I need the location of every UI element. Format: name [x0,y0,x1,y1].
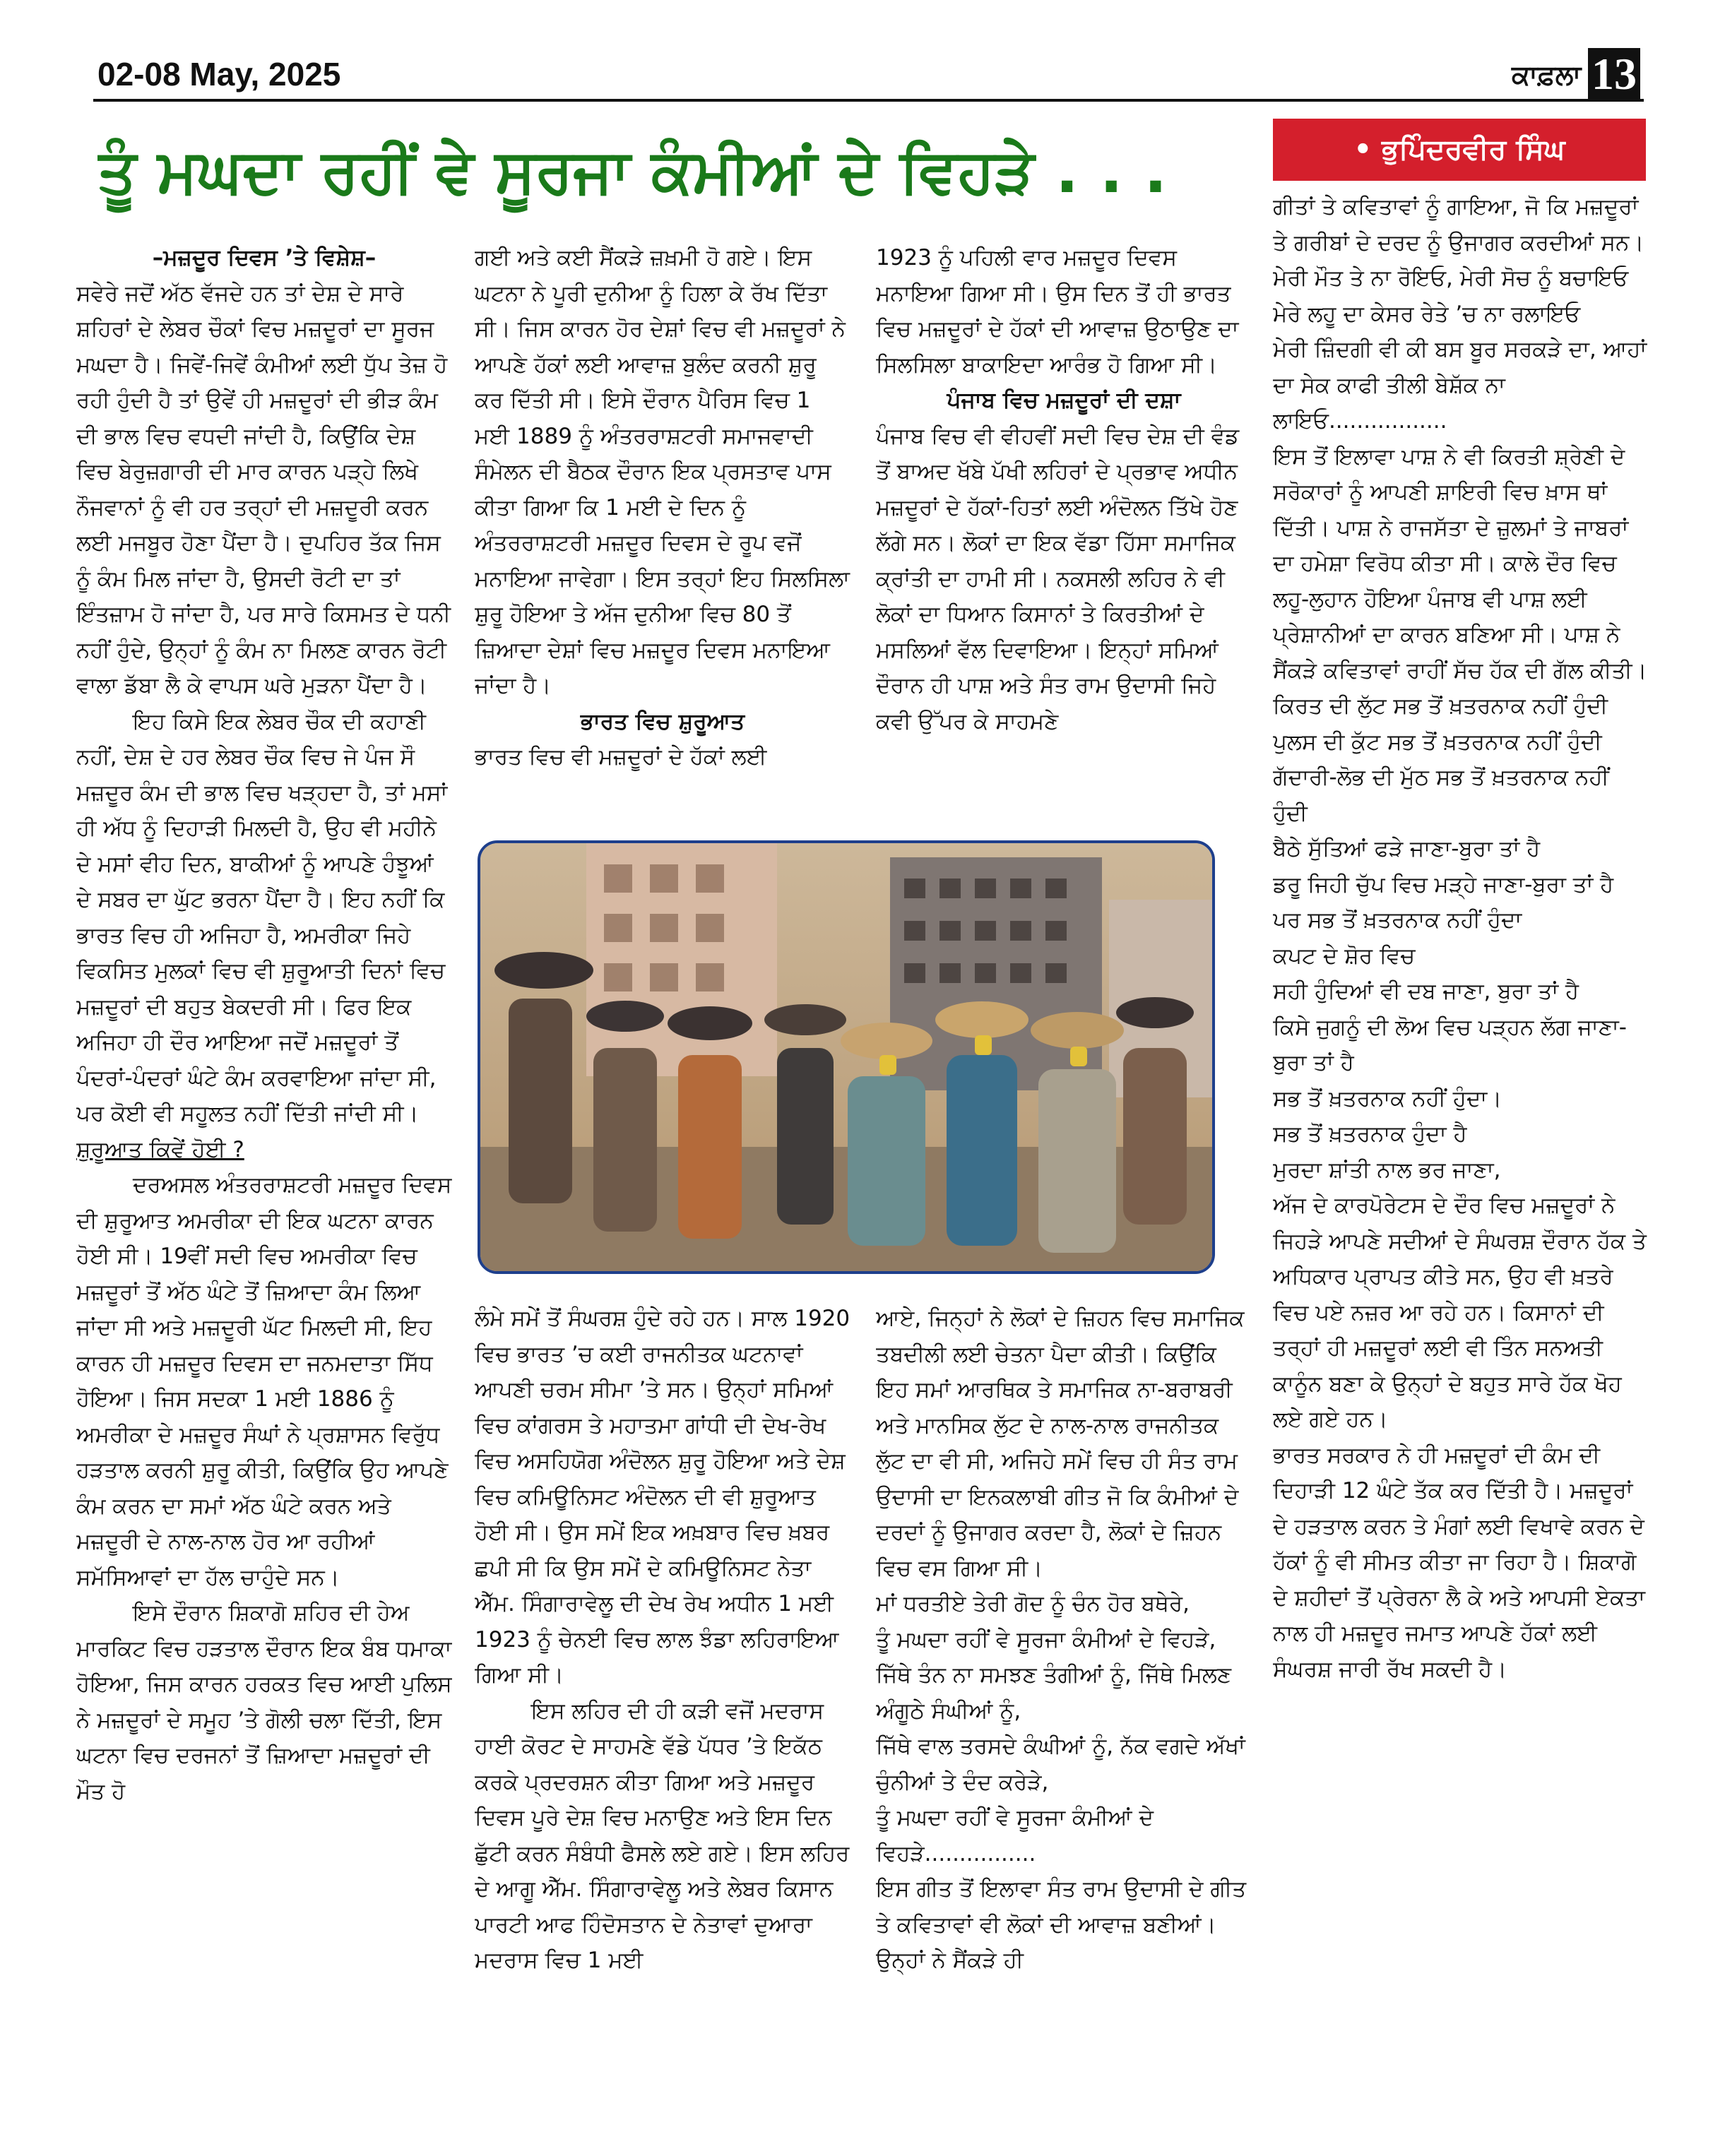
paragraph: ਭਾਰਤ ਵਿਚ ਵੀ ਮਜ਼ਦੂਰਾਂ ਦੇ ਹੱਕਾਂ ਲਈ [475,744,767,770]
issue-date: 02-08 May, 2025 [97,56,341,93]
song-line: ਤੂੰ ਮਘਦਾ ਰਹੀਂ ਵੇ ਸੂਰਜਾ ਕੰਮੀਆਂ ਦੇ ਵਿਹੜੇ................ [876,1805,1154,1866]
poem-line: ਗੱਦਾਰੀ-ਲੋਭ ਦੀ ਮੁੱਠ ਸਭ ਤੋਂ ਖ਼ਤਰਨਾਕ ਨਹੀਂ ਹੁੰਦੀ [1273,765,1609,826]
paragraph: ਗਈ ਅਤੇ ਕਈ ਸੈਂਕੜੇ ਜ਼ਖ਼ਮੀ ਹੋ ਗਏ। ਇਸ ਘਟਨਾ ਨੇ ਪੂਰੀ ਦੁਨੀਆ ਨੂੰ ਹਿਲਾ ਕੇ ਰੱਖ ਦਿੱਤਾ ਸੀ। ਜਿਸ ਕਾਰਨ ਹੋਰ ਦੇਸ਼ਾਂ ਵਿਚ ਵੀ ਮਜ਼ਦੂਰਾਂ ਨੇ ਆਪਣੇ ਹੱਕਾਂ ਲਈ ਆਵਾਜ਼ ਬੁਲੰਦ ਕਰਨੀ ਸ਼ੁਰੂ ਕਰ ਦਿੱਤੀ ਸੀ। ਇਸੇ ਦੌਰਾਨ ਪੈਰਿਸ ਵਿਚ 1 ਮਈ 1889 ਨੂੰ ਅੰਤਰਰਾਸ਼ਟਰੀ ਸਮਾਜਵਾਦੀ ਸੰਮੇਲਨ ਦੀ ਬੈਠਕ ਦੌਰਾਨ ਇਕ ਪ੍ਰਸਤਾਵ ਪਾਸ ਕੀਤਾ ਗਿਆ ਕਿ 1 ਮਈ ਦੇ ਦਿਨ ਨੂੰ ਅੰਤਰਰਾਸ਼ਟਰੀ ਮਜ਼ਦੂਰ ਦਿਵਸ ਦੇ ਰੂਪ ਵਜੋਂ ਮਨਾਇਆ ਜਾਵੇਗਾ। ਇਸ ਤਰ੍ਹਾਂ ਇਹ ਸਿਲਸਿਲਾ ਸ਼ੁਰੂ ਹੋਇਆ ਤੇ ਅੱਜ ਦੁਨੀਆ ਵਿਚ 80 ਤੋਂ ਜ਼ਿਆਦਾ ਦੇਸ਼ਾਂ ਵਿਚ ਮਜ਼ਦੂਰ ਦਿਵਸ ਮਨਾਇਆ ਜਾਂਦਾ ਹੈ। [475,245,850,698]
song-line: ਜਿੱਥੇ ਤੰਨ ਨਾ ਸਮਝਣ ਤੰਗੀਆਂ ਨੂੰ, ਜਿੱਥੇ ਮਿਲਣ ਅੰਗੂਠੇ ਸੰਘੀਆਂ ਨੂੰ, [876,1662,1232,1724]
article-column-3-bottom [876,1301,1252,2085]
paragraph: ਇਸੇ ਦੌਰਾਨ ਸ਼ਿਕਾਗੋ ਸ਼ਹਿਰ ਦੀ ਹੇਅ ਮਾਰਕਿਟ ਵਿਚ ਹੜਤਾਲ ਦੌਰਾਨ ਇਕ ਬੰਬ ਧਮਾਕਾ ਹੋਇਆ, ਜਿਸ ਕਾਰਨ ਹਰਕਤ ਵਿਚ ਆਈ ਪੁਲਿਸ ਨੇ ਮਜ਼ਦੂਰਾਂ ਦੇ ਸਮੂਹ ’ਤੇ ਗੋਲੀ ਚਲਾ ਦਿੱਤੀ, ਇਸ ਘਟਨਾ ਵਿਚ ਦਰਜਨਾਂ ਤੋਂ ਜ਼ਿਆਦਾ ਮਜ਼ਦੂਰਾਂ ਦੀ ਮੌਤ ਹੋ [76,1600,452,1804]
article-column-1 [76,240,452,2076]
paragraph: 1923 ਨੂੰ ਪਹਿਲੀ ਵਾਰ ਮਜ਼ਦੂਰ ਦਿਵਸ ਮਨਾਇਆ ਗਿਆ ਸੀ। ਉਸ ਦਿਨ ਤੋਂ ਹੀ ਭਾਰਤ ਵਿਚ ਮਜ਼ਦੂਰਾਂ ਦੇ ਹੱਕਾਂ ਦੀ ਆਵਾਜ਼ ਉਠਾਉਣ ਦਾ ਸਿਲਸਿਲਾ ਬਾਕਾਇਦਾ ਆਰੰਭ ਹੋ ਗਿਆ ਸੀ। [876,245,1239,378]
paragraph: ਅੱਜ ਦੇ ਕਾਰਪੋਰੇਟਸ ਦੇ ਦੌਰ ਵਿਚ ਮਜ਼ਦੂਰਾਂ ਨੇ ਜਿਹੜੇ ਆਪਣੇ ਸਦੀਆਂ ਦੇ ਸੰਘਰਸ਼ ਦੌਰਾਨ ਹੱਕ ਤੇ ਅਧਿਕਾਰ ਪ੍ਰਾਪਤ ਕੀਤੇ ਸਨ, ਉਹ ਵੀ ਖ਼ਤਰੇ ਵਿਚ ਪਏ ਨਜ਼ਰ ਆ ਰਹੇ ਹਨ। ਕਿਸਾਨਾਂ ਦੀ ਤਰ੍ਹਾਂ ਹੀ ਮਜ਼ਦੂਰਾਂ ਲਈ ਵੀ ਤਿੰਨ ਸਨਅਤੀ ਕਾਨੂੰਨ ਬਣਾ ਕੇ ਉਨ੍ਹਾਂ ਦੇ ਬਹੁਤ ਸਾਰੇ ਹੱਕ ਖੋਹ ਲਏ ਗਏ ਹਨ। [1273,1193,1647,1432]
construction-workers-photo [478,840,1215,1274]
poem-line: ਮੁਰਦਾ ਸ਼ਾਂਤੀ ਨਾਲ ਭਰ ਜਾਣਾ, [1273,1157,1501,1183]
byline: • ਭੁਪਿੰਦਰਵੀਰ ਸਿੰਘ [1273,119,1646,181]
song-line: ਜਿੱਥੇ ਵਾਲ ਤਰਸਦੇ ਕੰਘੀਆਂ ਨੂੰ, ਨੱਕ ਵਗਦੇ ਅੱਖਾਂ ਚੁੰਨੀਆਂ ਤੇ ਦੰਦ ਕਰੇੜੇ, [876,1734,1245,1795]
paragraph: ਇਹ ਕਿਸੇ ਇਕ ਲੇਬਰ ਚੌਕ ਦੀ ਕਹਾਣੀ ਨਹੀਂ, ਦੇਸ਼ ਦੇ ਹਰ ਲੇਬਰ ਚੌਕ ਵਿਚ ਜੇ ਪੰਜ ਸੌ ਮਜ਼ਦੂਰ ਕੰਮ ਦੀ ਭਾਲ ਵਿਚ ਖੜ੍ਹਦਾ ਹੈ, ਤਾਂ ਮਸਾਂ ਹੀ ਅੱਧ ਨੂੰ ਦਿਹਾੜੀ ਮਿਲਦੀ ਹੈ, ਉਹ ਵੀ ਮਹੀਨੇ ਦੇ ਮਸਾਂ ਵੀਹ ਦਿਨ, ਬਾਕੀਆਂ ਨੂੰ ਆਪਣੇ ਹੰਝੂਆਂ ਦੇ ਸਬਰ ਦਾ ਘੁੱਟ ਭਰਨਾ ਪੈਂਦਾ ਹੈ। ਇਹ ਨਹੀਂ ਕਿ ਭਾਰਤ ਵਿਚ ਹੀ ਅਜਿਹਾ ਹੈ, ਅਮਰੀਕਾ ਜਿਹੇ ਵਿਕਸਿਤ ਮੁਲਕਾਂ ਵਿਚ ਵੀ ਸ਼ੁਰੂਆਤੀ ਦਿਨਾਂ ਵਿਚ ਮਜ਼ਦੂਰਾਂ ਦੀ ਬਹੁਤ ਬੇਕਦਰੀ ਸੀ। ਫਿਰ ਇਕ ਅਜਿਹਾ ਹੀ ਦੌਰ ਆਇਆ ਜਦੋਂ ਮਜ਼ਦੂਰਾਂ ਤੋਂ ਪੰਦਰਾਂ-ਪੰਦਰਾਂ ਘੰਟੇ ਕੰਮ ਕਰਵਾਇਆ ਜਾਂਦਾ ਸੀ, ਪਰ ਕੋਈ ਵੀ ਸਹੂਲਤ ਨਹੀਂ ਦਿੱਤੀ ਜਾਂਦੀ ਸੀ। [76,708,448,1126]
paragraph: ਭਾਰਤ ਸਰਕਾਰ ਨੇ ਹੀ ਮਜ਼ਦੂਰਾਂ ਦੀ ਕੰਮ ਦੀ ਦਿਹਾੜੀ 12 ਘੰਟੇ ਤੱਕ ਕਰ ਦਿੱਤੀ ਹੈ। ਮਜ਼ਦੂਰਾਂ ਦੇ ਹੜਤਾਲ ਕਰਨ ਤੇ ਮੰਗਾਂ ਲਈ ਵਿਖਾਵੇ ਕਰਨ ਦੇ ਹੱਕਾਂ ਨੂੰ ਵੀ ਸੀਮਤ ਕੀਤਾ ਜਾ ਰਿਹਾ ਹੈ। ਸ਼ਿਕਾਗੋ ਦੇ ਸ਼ਹੀਦਾਂ ਤੋਂ ਪ੍ਰੇਰਨਾ ਲੈ ਕੇ ਅਤੇ ਆਪਸੀ ਏਕਤਾ ਨਾਲ ਹੀ ਮਜ਼ਦੂਰ ਜਮਾਤ ਆਪਣੇ ਹੱਕਾਂ ਲਈ ਸੰਘਰਸ਼ ਜਾਰੀ ਰੱਖ ਸਕਦੀ ਹੈ। [1273,1442,1645,1682]
poem-line: ਸਭ ਤੋਂ ਖ਼ਤਰਨਾਕ ਨਹੀਂ ਹੁੰਦਾ। [1273,1085,1502,1112]
masthead: ਕਾਫ਼ਲਾ [1512,59,1582,90]
paragraph: ਗੀਤਾਂ ਤੇ ਕਵਿਤਾਵਾਂ ਨੂੰ ਗਾਇਆ, ਜੋ ਕਿ ਮਜ਼ਦੂਰਾਂ ਤੇ ਗਰੀਬਾਂ ਦੇ ਦਰਦ ਨੂੰ ਉਜਾਗਰ ਕਰਦੀਆਂ ਸਨ। [1273,194,1644,256]
article-column-2-bottom [475,1301,850,2085]
poem-line: ਪੁਲਸ ਦੀ ਕੁੱਟ ਸਭ ਤੋਂ ਖ਼ਤਰਨਾਕ ਨਹੀਂ ਹੁੰਦੀ [1273,729,1602,755]
poem-line: ਕਿਸੇ ਜੁਗਨੂੰ ਦੀ ਲੋਅ ਵਿਚ ਪੜ੍ਹਨ ਲੱਗ ਜਾਣਾ-ਬੁਰਾ ਤਾਂ ਹੈ [1273,1014,1627,1076]
poem-line: ਡਰੂ ਜਿਹੀ ਚੁੱਪ ਵਿਚ ਮੜ੍ਹੇ ਜਾਣਾ-ਬੁਰਾ ਤਾਂ ਹੈ [1273,871,1614,898]
paragraph: ਦਰਅਸਲ ਅੰਤਰਰਾਸ਼ਟਰੀ ਮਜ਼ਦੂਰ ਦਿਵਸ ਦੀ ਸ਼ੁਰੂਆਤ ਅਮਰੀਕਾ ਦੀ ਇਕ ਘਟਨਾ ਕਾਰਨ ਹੋਈ ਸੀ। 19ਵੀਂ ਸਦੀ ਵਿਚ ਅਮਰੀਕਾ ਵਿਚ ਮਜ਼ਦੂਰਾਂ ਤੋਂ ਅੱਠ ਘੰਟੇ ਤੋਂ ਜ਼ਿਆਦਾ ਕੰਮ ਲਿਆ ਜਾਂਦਾ ਸੀ ਅਤੇ ਮਜ਼ਦੂਰੀ ਘੱਟ ਮਿਲਦੀ ਸੀ, ਇਹ ਕਾਰਨ ਹੀ ਮਜ਼ਦੂਰ ਦਿਵਸ ਦਾ ਜਨਮਦਾਤਾ ਸਿੱਧ ਹੋਇਆ। ਜਿਸ ਸਦਕਾ 1 ਮਈ 1886 ਨੂੰ ਅਮਰੀਕਾ ਦੇ ਮਜ਼ਦੂਰ ਸੰਘਾਂ ਨੇ ਪ੍ਰਸ਼ਾਸਨ ਵਿਰੁੱਧ ਹੜਤਾਲ ਕਰਨੀ ਸ਼ੁਰੂ ਕੀਤੀ, ਕਿਉਂਕਿ ਉਹ ਆਪਣੇ ਕੰਮ ਕਰਨ ਦਾ ਸਮਾਂ ਅੱਠ ਘੰਟੇ ਕਰਨ ਅਤੇ ਮਜ਼ਦੂਰੀ ਦੇ ਨਾਲ-ਨਾਲ ਹੋਰ ਆ ਰਹੀਆਂ ਸਮੱਸਿਆਵਾਂ ਦਾ ਹੱਲ ਚਾਹੁੰਦੇ ਸਨ। [76,1172,452,1590]
section-heading: ਭਾਰਤ ਵਿਚ ਸ਼ੁਰੂਆਤ [580,708,745,734]
poem-line: ਮੇਰੇ ਲਹੂ ਦਾ ਕੇਸਰ ਰੇਤੇ ’ਚ ਨਾ ਰਲਾਇਓ [1273,301,1581,327]
article-subtitle: –ਮਜ਼ਦੂਰ ਦਿਵਸ ’ਤੇ ਵਿਸ਼ੇਸ਼– [152,245,377,270]
poem-line: ਮੇਰੀ ਮੌਤ ਤੇ ਨਾ ਰੋਇਓ, ਮੇਰੀ ਸੋਚ ਨੂੰ ਬਚਾਇਓ [1273,266,1629,291]
song-line: ਤੂੰ ਮਘਦਾ ਰਹੀਂ ਵੇ ਸੂਰਜਾ ਕੰਮੀਆਂ ਦੇ ਵਿਹੜੇ, [876,1626,1216,1652]
song-line: ਮਾਂ ਧਰਤੀਏ ਤੇਰੀ ਗੋਦ ਨੂੰ ਚੰਨ ਹੋਰ ਬਥੇਰੇ, [876,1591,1190,1616]
poem-line: ਬੈਠੇ ਸੁੱਤਿਆਂ ਫੜੇ ਜਾਣਾ-ਬੁਰਾ ਤਾਂ ਹੈ [1273,836,1541,862]
poem-line: ਕਿਰਤ ਦੀ ਲੁੱਟ ਸਭ ਤੋਂ ਖ਼ਤਰਨਾਕ ਨਹੀਂ ਹੁੰਦੀ [1273,693,1608,719]
poem-line: ਕਪਟ ਦੇ ਸ਼ੋਰ ਵਿਚ [1273,943,1416,969]
poem-line: ਪਰ ਸਭ ਤੋਂ ਖ਼ਤਰਨਾਕ ਨਹੀਂ ਹੁੰਦਾ [1273,907,1522,933]
poem-line: ਸਹੀ ਹੁੰਦਿਆਂ ਵੀ ਦਬ ਜਾਣਾ, ਬੁਰਾ ਤਾਂ ਹੈ [1273,979,1579,1004]
photo-illustration [480,843,1212,1271]
header-rule [93,99,1644,102]
paragraph: ਸਵੇਰੇ ਜਦੋਂ ਅੱਠ ਵੱਜਦੇ ਹਨ ਤਾਂ ਦੇਸ਼ ਦੇ ਸਾਰੇ ਸ਼ਹਿਰਾਂ ਦੇ ਲੇਬਰ ਚੌਕਾਂ ਵਿਚ ਮਜ਼ਦੂਰਾਂ ਦਾ ਸੂਰਜ ਮਘਦਾ ਹੈ। ਜਿਵੇਂ-ਜਿਵੇਂ ਕੰਮੀਆਂ ਲਈ ਧੁੱਪ ਤੇਜ਼ ਹੋ ਰਹੀ ਹੁੰਦੀ ਹੈ ਤਾਂ ਉਵੇਂ ਹੀ ਮਜ਼ਦੂਰਾਂ ਦੀ ਭੀੜ ਕੰਮ ਦੀ ਭਾਲ ਵਿਚ ਵਧਦੀ ਜਾਂਦੀ ਹੈ, ਕਿਉਂਕਿ ਦੇਸ਼ ਵਿਚ ਬੇਰੁਜ਼ਗਾਰੀ ਦੀ ਮਾਰ ਕਾਰਨ ਪੜ੍ਹੇ ਲਿਖੇ ਨੌਜਵਾਨਾਂ ਨੂੰ ਵੀ ਹਰ ਤਰ੍ਹਾਂ ਦੀ ਮਜ਼ਦੂਰੀ ਕਰਨ ਲਈ ਮਜਬੂਰ ਹੋਣਾ ਪੈਂਦਾ ਹੈ। ਦੁਪਹਿਰ ਤੱਕ ਜਿਸ ਨੂੰ ਕੰਮ ਮਿਲ ਜਾਂਦਾ ਹੈ, ਉਸਦੀ ਰੋਟੀ ਦਾ ਤਾਂ ਇੰਤਜ਼ਾਮ ਹੋ ਜਾਂਦਾ ਹੈ, ਪਰ ਸਾਰੇ ਕਿਸਮਤ ਦੇ ਧਨੀ ਨਹੀਂ ਹੁੰਦੇ, ਉਨ੍ਹਾਂ ਨੂੰ ਕੰਮ ਨਾ ਮਿਲਣ ਕਾਰਨ ਰੋਟੀ ਵਾਲਾ ਡੱਬਾ ਲੈ ਕੇ ਵਾਪਸ ਘਰੇ ਮੁੜਨਾ ਪੈਂਦਾ ਹੈ। [76,280,451,698]
paragraph: ਇਸ ਲਹਿਰ ਦੀ ਹੀ ਕੜੀ ਵਜੋਂ ਮਦਰਾਸ ਹਾਈ ਕੋਰਟ ਦੇ ਸਾਹਮਣੇ ਵੱਡੇ ਪੱਧਰ ’ਤੇ ਇਕੱਠ ਕਰਕੇ ਪ੍ਰਦਰਸ਼ਨ ਕੀਤਾ ਗਿਆ ਅਤੇ ਮਜ਼ਦੂਰ ਦਿਵਸ ਪੂਰੇ ਦੇਸ਼ ਵਿਚ ਮਨਾਉਣ ਅਤੇ ਇਸ ਦਿਨ ਛੁੱਟੀ ਕਰਨ ਸੰਬੰਧੀ ਫੈਸਲੇ ਲਏ ਗਏ। ਇਸ ਲਹਿਰ ਦੇ ਆਗੂ ਐੱਮ. ਸਿੰਗਾਰਾਵੇਲੂ ਅਤੇ ਲੇਬਰ ਕਿਸਾਨ ਪਾਰਟੀ ਆਫ ਹਿੰਦੋਸਤਾਨ ਦੇ ਨੇਤਾਵਾਂ ਦੁਆਰਾ ਮਦਰਾਸ ਵਿਚ 1 ਮਈ [475,1698,850,1973]
paragraph: ਇਸ ਤੋਂ ਇਲਾਵਾ ਪਾਸ਼ ਨੇ ਵੀ ਕਿਰਤੀ ਸ਼੍ਰੇਣੀ ਦੇ ਸਰੋਕਾਰਾਂ ਨੂੰ ਆਪਣੀ ਸ਼ਾਇਰੀ ਵਿਚ ਖ਼ਾਸ ਥਾਂ ਦਿੱਤੀ। ਪਾਸ਼ ਨੇ ਰਾਜਸੱਤਾ ਦੇ ਜ਼ੁਲਮਾਂ ਤੇ ਜਾਬਰਾਂ ਦਾ ਹਮੇਸ਼ਾ ਵਿਰੋਧ ਕੀਤਾ ਸੀ। ਕਾਲੇ ਦੌਰ ਵਿਚ ਲਹੂ-ਲੁਹਾਨ ਹੋਇਆ ਪੰਜਾਬ ਵੀ ਪਾਸ਼ ਲਈ ਪ੍ਰੇਸ਼ਾਨੀਆਂ ਦਾ ਕਾਰਨ ਬਣਿਆ ਸੀ। ਪਾਸ਼ ਨੇ ਸੈਂਕੜੇ ਕਵਿਤਾਵਾਂ ਰਾਹੀਂ ਸੱਚ ਹੱਕ ਦੀ ਗੱਲ ਕੀਤੀ। [1273,443,1647,684]
paragraph: ਇਸ ਗੀਤ ਤੋਂ ਇਲਾਵਾ ਸੰਤ ਰਾਮ ਉਦਾਸੀ ਦੇ ਗੀਤ ਤੇ ਕਵਿਤਾਵਾਂ ਵੀ ਲੋਕਾਂ ਦੀ ਆਵਾਜ਼ ਬਣੀਆਂ। ਉਨ੍ਹਾਂ ਨੇ ਸੈਂਕੜੇ ਹੀ [876,1876,1247,1973]
article-column-4 [1273,189,1647,2096]
section-heading: ਪੰਜਾਬ ਵਿਚ ਮਜ਼ਦੂਰਾਂ ਦੀ ਦਸ਼ਾ [947,388,1181,413]
article-column-3-top [876,240,1252,814]
poem-line: ਸਭ ਤੋਂ ਖ਼ਤਰਨਾਕ ਹੁੰਦਾ ਹੈ [1273,1121,1467,1147]
article-column-2-top [475,240,850,814]
paragraph: ਪੰਜਾਬ ਵਿਚ ਵੀ ਵੀਹਵੀਂ ਸਦੀ ਵਿਚ ਦੇਸ਼ ਦੀ ਵੰਡ ਤੋਂ ਬਾਅਦ ਖੱਬੇ ਪੱਖੀ ਲਹਿਰਾਂ ਦੇ ਪ੍ਰਭਾਵ ਅਧੀਨ ਮਜ਼ਦੂਰਾਂ ਦੇ ਹੱਕਾਂ-ਹਿਤਾਂ ਲਈ ਅੰਦੋਲਨ ਤਿੱਖੇ ਹੋਣ ਲੱਗੇ ਸਨ। ਲੋਕਾਂ ਦਾ ਇਕ ਵੱਡਾ ਹਿੱਸਾ ਸਮਾਜਿਕ ਕ੍ਰਾਂਤੀ ਦਾ ਹਾਮੀ ਸੀ। ਨਕਸਲੀ ਲਹਿਰ ਨੇ ਵੀ ਲੋਕਾਂ ਦਾ ਧਿਆਨ ਕਿਸਾਨਾਂ ਤੇ ਕਿਰਤੀਆਂ ਦੇ ਮਸਲਿਆਂ ਵੱਲ ਦਿਵਾਇਆ। ਇਨ੍ਹਾਂ ਸਮਿਆਂ ਦੌਰਾਨ ਹੀ ਪਾਸ਼ ਅਤੇ ਸੰਤ ਰਾਮ ਉਦਾਸੀ ਜਿਹੇ ਕਵੀ ਉੱਪਰ ਕੇ ਸਾਹਮਣੇ [876,423,1240,734]
section-heading: ਸ਼ੁਰੂਆਤ ਕਿਵੇਂ ਹੋਈ ? [76,1136,244,1162]
paragraph: ਆਏ, ਜਿਨ੍ਹਾਂ ਨੇ ਲੋਕਾਂ ਦੇ ਜ਼ਿਹਨ ਵਿਚ ਸਮਾਜਿਕ ਤਬਦੀਲੀ ਲਈ ਚੇਤਨਾ ਪੈਦਾ ਕੀਤੀ। ਕਿਉਂਕਿ ਇਹ ਸਮਾਂ ਆਰਥਿਕ ਤੇ ਸਮਾਜਿਕ ਨਾ-ਬਰਾਬਰੀ ਅਤੇ ਮਾਨਸਿਕ ਲੁੱਟ ਦੇ ਨਾਲ-ਨਾਲ ਰਾਜਨੀਤਕ ਲੁੱਟ ਦਾ ਵੀ ਸੀ, ਅਜਿਹੇ ਸਮੇਂ ਵਿਚ ਹੀ ਸੰਤ ਰਾਮ ਉਦਾਸੀ ਦਾ ਇਨਕਲਾਬੀ ਗੀਤ ਜੋ ਕਿ ਕੰਮੀਆਂ ਦੇ ਦਰਦਾਂ ਨੂੰ ਉਜਾਗਰ ਕਰਦਾ ਹੈ, ਲੋਕਾਂ ਦੇ ਜ਼ਿਹਨ ਵਿਚ ਵਸ ਗਿਆ ਸੀ। [876,1306,1245,1581]
poem-line: ਮੇਰੀ ਜ਼ਿੰਦਗੀ ਵੀ ਕੀ ਬਸ ਬੂਰ ਸਰਕੜੇ ਦਾ, ਆਹਾਂ ਦਾ ਸੇਕ ਕਾਫੀ ਤੀਲੀ ਬੇਸ਼ੱਕ ਨਾ ਲਾਇਓ................. [1273,337,1647,434]
paragraph: ਲੰਮੇ ਸਮੇਂ ਤੋਂ ਸੰਘਰਸ਼ ਹੁੰਦੇ ਰਹੇ ਹਨ। ਸਾਲ 1920 ਵਿਚ ਭਾਰਤ ’ਚ ਕਈ ਰਾਜਨੀਤਕ ਘਟਨਾਵਾਂ ਆਪਣੀ ਚਰਮ ਸੀਮਾ ’ਤੇ ਸਨ। ਉਨ੍ਹਾਂ ਸਮਿਆਂ ਵਿਚ ਕਾਂਗਰਸ ਤੇ ਮਹਾਤਮਾ ਗਾਂਧੀ ਦੀ ਦੇਖ-ਰੇਖ ਵਿਚ ਅਸਹਿਯੋਗ ਅੰਦੋਲਨ ਸ਼ੁਰੂ ਹੋਇਆ ਅਤੇ ਦੇਸ਼ ਵਿਚ ਕਮਿਊਨਿਸਟ ਅੰਦੋਲਨ ਦੀ ਵੀ ਸ਼ੁਰੂਆਤ ਹੋਈ ਸੀ। ਉਸ ਸਮੇਂ ਇਕ ਅਖ਼ਬਾਰ ਵਿਚ ਖ਼ਬਰ ਛਪੀ ਸੀ ਕਿ ਉਸ ਸਮੇਂ ਦੇ ਕਮਿਊਨਿਸਟ ਨੇਤਾ ਐੱਮ. ਸਿੰਗਾਰਾਵੇਲੂ ਦੀ ਦੇਖ ਰੇਖ ਅਧੀਨ 1 ਮਈ 1923 ਨੂੰ ਚੇਨਈ ਵਿਚ ਲਾਲ ਝੰਡਾ ਲਹਿਰਾਇਆ ਗਿਆ ਸੀ। [475,1306,850,1688]
page-number: 13 [1588,48,1640,100]
headline: ਤੂੰ ਮਘਦਾ ਰਹੀਂ ਵੇ ਸੂਰਜਾ ਕੰਮੀਆਂ ਦੇ ਵਿਹੜੇ . . . [97,136,1168,207]
